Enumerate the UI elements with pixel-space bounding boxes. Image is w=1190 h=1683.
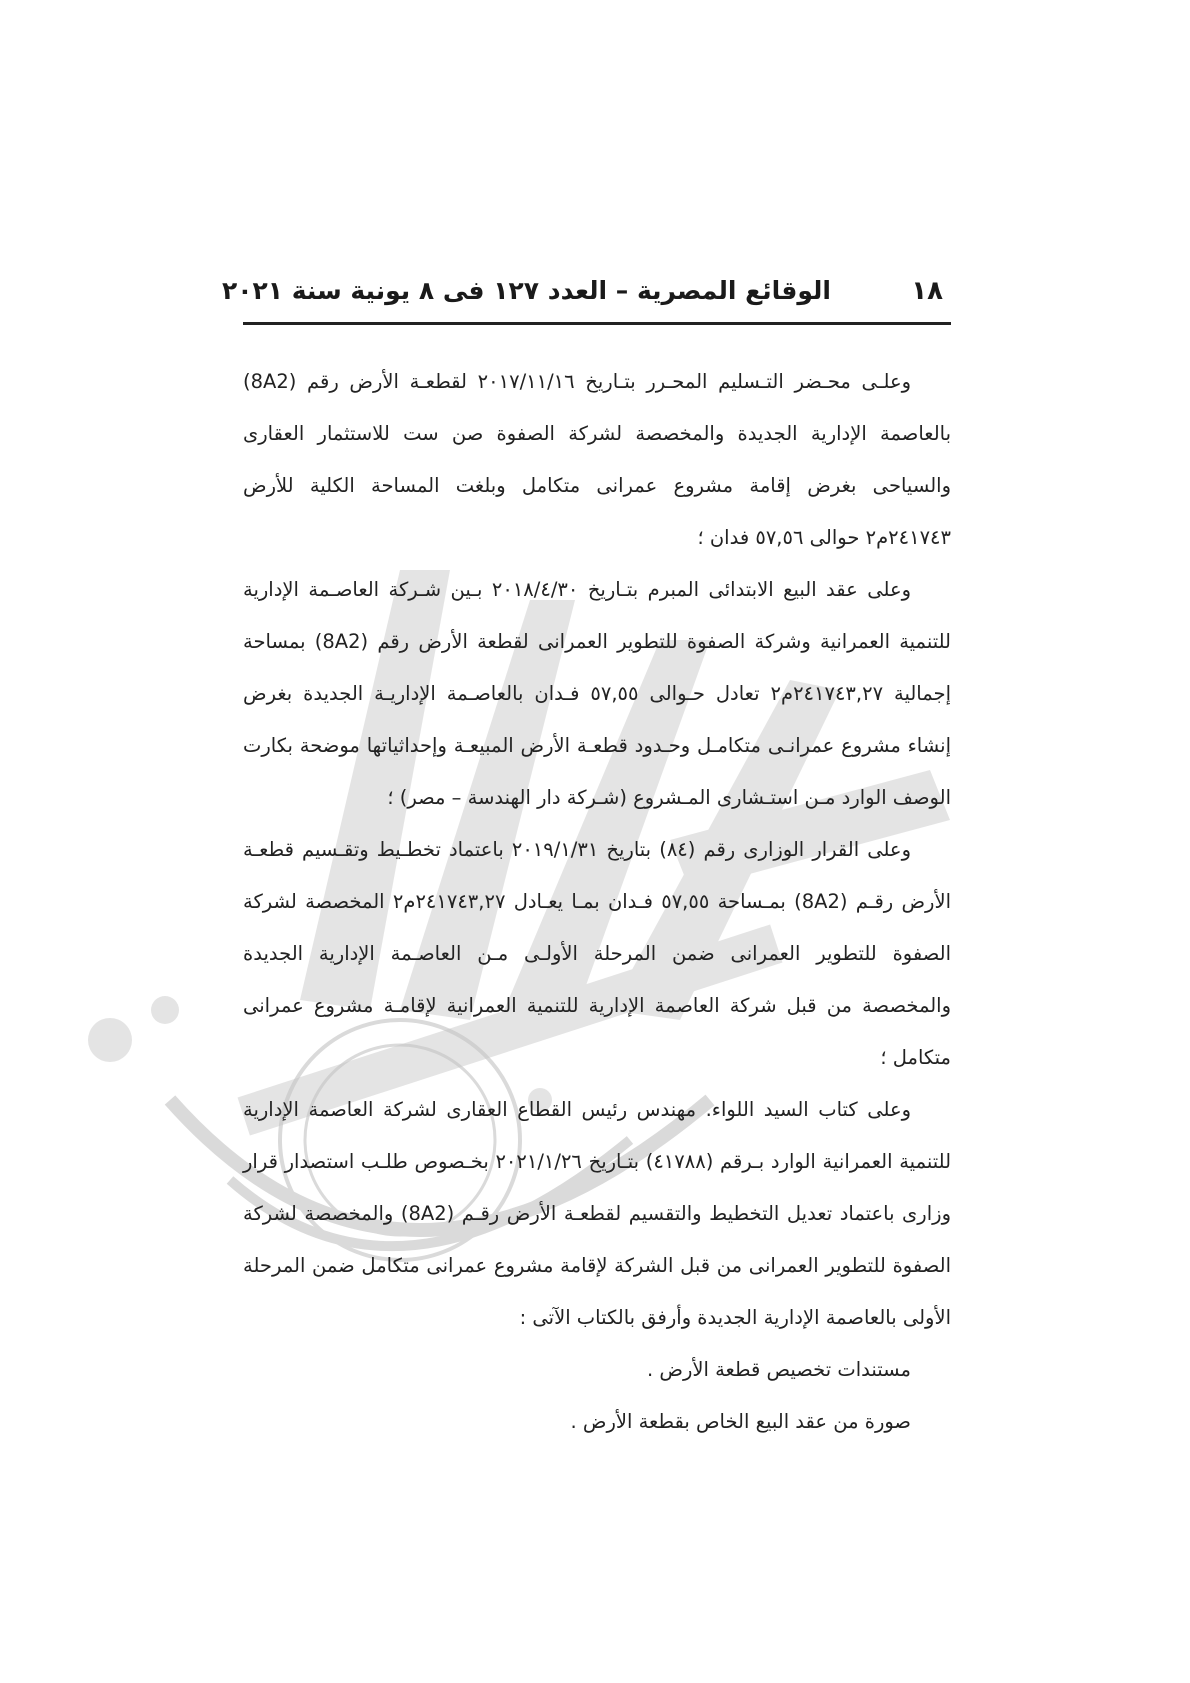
document-body bbox=[243, 356, 951, 1448]
page-number: ١٨ bbox=[911, 276, 943, 306]
paragraph bbox=[243, 356, 951, 564]
paragraph bbox=[243, 564, 951, 824]
page-header bbox=[221, 272, 951, 320]
attachment-item: مستندات تخصيص قطعة الأرض . bbox=[646, 1358, 911, 1381]
paragraph-text: وعلـى محـضر التـسليم المحـرر بتـاريخ ٢٠١٧/١١/١٦ لقطعـة الأرض رقم (8A2) بالعاصمة الإدارية الجديدة والمخصصة لشركة الصفوة صن ست للاستثمار العقارى والسياحى بغرض إقامة مشروع عمرانى متكامل وبلغت المساحة الكلية للأرض ٢٤١٧٤٣م٢ حوالى ٥٧,٥٦ فدان ؛ bbox=[243, 370, 951, 549]
attachment-item: صورة من عقد البيع الخاص بقطعة الأرض . bbox=[570, 1410, 911, 1433]
header-divider bbox=[243, 322, 951, 325]
paragraph-text: وعلى القرار الوزارى رقم (٨٤) بتاريخ ٢٠١٩/١/٣١ باعتماد تخطـيط وتقـسيم قطعـة الأرض رقـم (8A2) بمـساحة ٥٧,٥٥ فـدان بمـا يعـادل ٢٤١٧٤٣,٢٧م٢ المخصصة لشركة الصفوة للتطوير العمرانى ضمن المرحلة الأولـى مـن العاصـمة الإدارية الجديدة والمخصصة من قبل شركة العاصمة الإدارية للتنمية العمرانية لإقامـة مشروع عمرانى متكامل ؛ bbox=[243, 838, 952, 1069]
paragraph bbox=[243, 824, 951, 1084]
paragraph bbox=[243, 1084, 951, 1344]
paragraph-text: وعلى كتاب السيد اللواء. مهندس رئيس القطاع العقارى لشركة العاصمة الإدارية للتنمية العمرانية الوارد بـرقم (٤١٧٨٨) بتـاريخ ٢٠٢١/١/٢٦ بخـصوص طلـب استصدار قرار وزارى باعتماد تعديل التخطيط والتقسيم لقطعـة الأرض رقـم (8A2) والمخصصة لشركة الصفوة للتطوير العمرانى من قبل الشركة لإقامة مشروع عمرانى متكامل ضمن المرحلة الأولى بالعاصمة الإدارية الجديدة وأرفق بالكتاب الآتى : bbox=[243, 1098, 952, 1329]
paragraph-text: وعلى عقد البيع الابتدائى المبرم بتـاريخ ٢٠١٨/٤/٣٠ بـين شـركة العاصـمة الإدارية للتنمية العمرانية وشركة الصفوة للتطوير العمرانى لقطعة الأرض رقم (8A2) بمساحة إجمالية ٢٤١٧٤٣,٢٧م٢ تعادل حـوالى ٥٧,٥٥ فـدان بالعاصـمة الإداريـة الجديدة بغرض إنشاء مشروع عمرانـى متكامـل وحـدود قطعـة الأرض المبيعـة وإحداثياتها موضحة بكارت الوصف الوارد مـن استـشارى المـشروع (شـركة دار الهندسة – مصر) ؛ bbox=[243, 578, 951, 809]
gazette-title: الوقائع المصرية – العدد ١٢٧ فى ٨ يونية سنة ٢٠٢١ bbox=[221, 276, 831, 305]
